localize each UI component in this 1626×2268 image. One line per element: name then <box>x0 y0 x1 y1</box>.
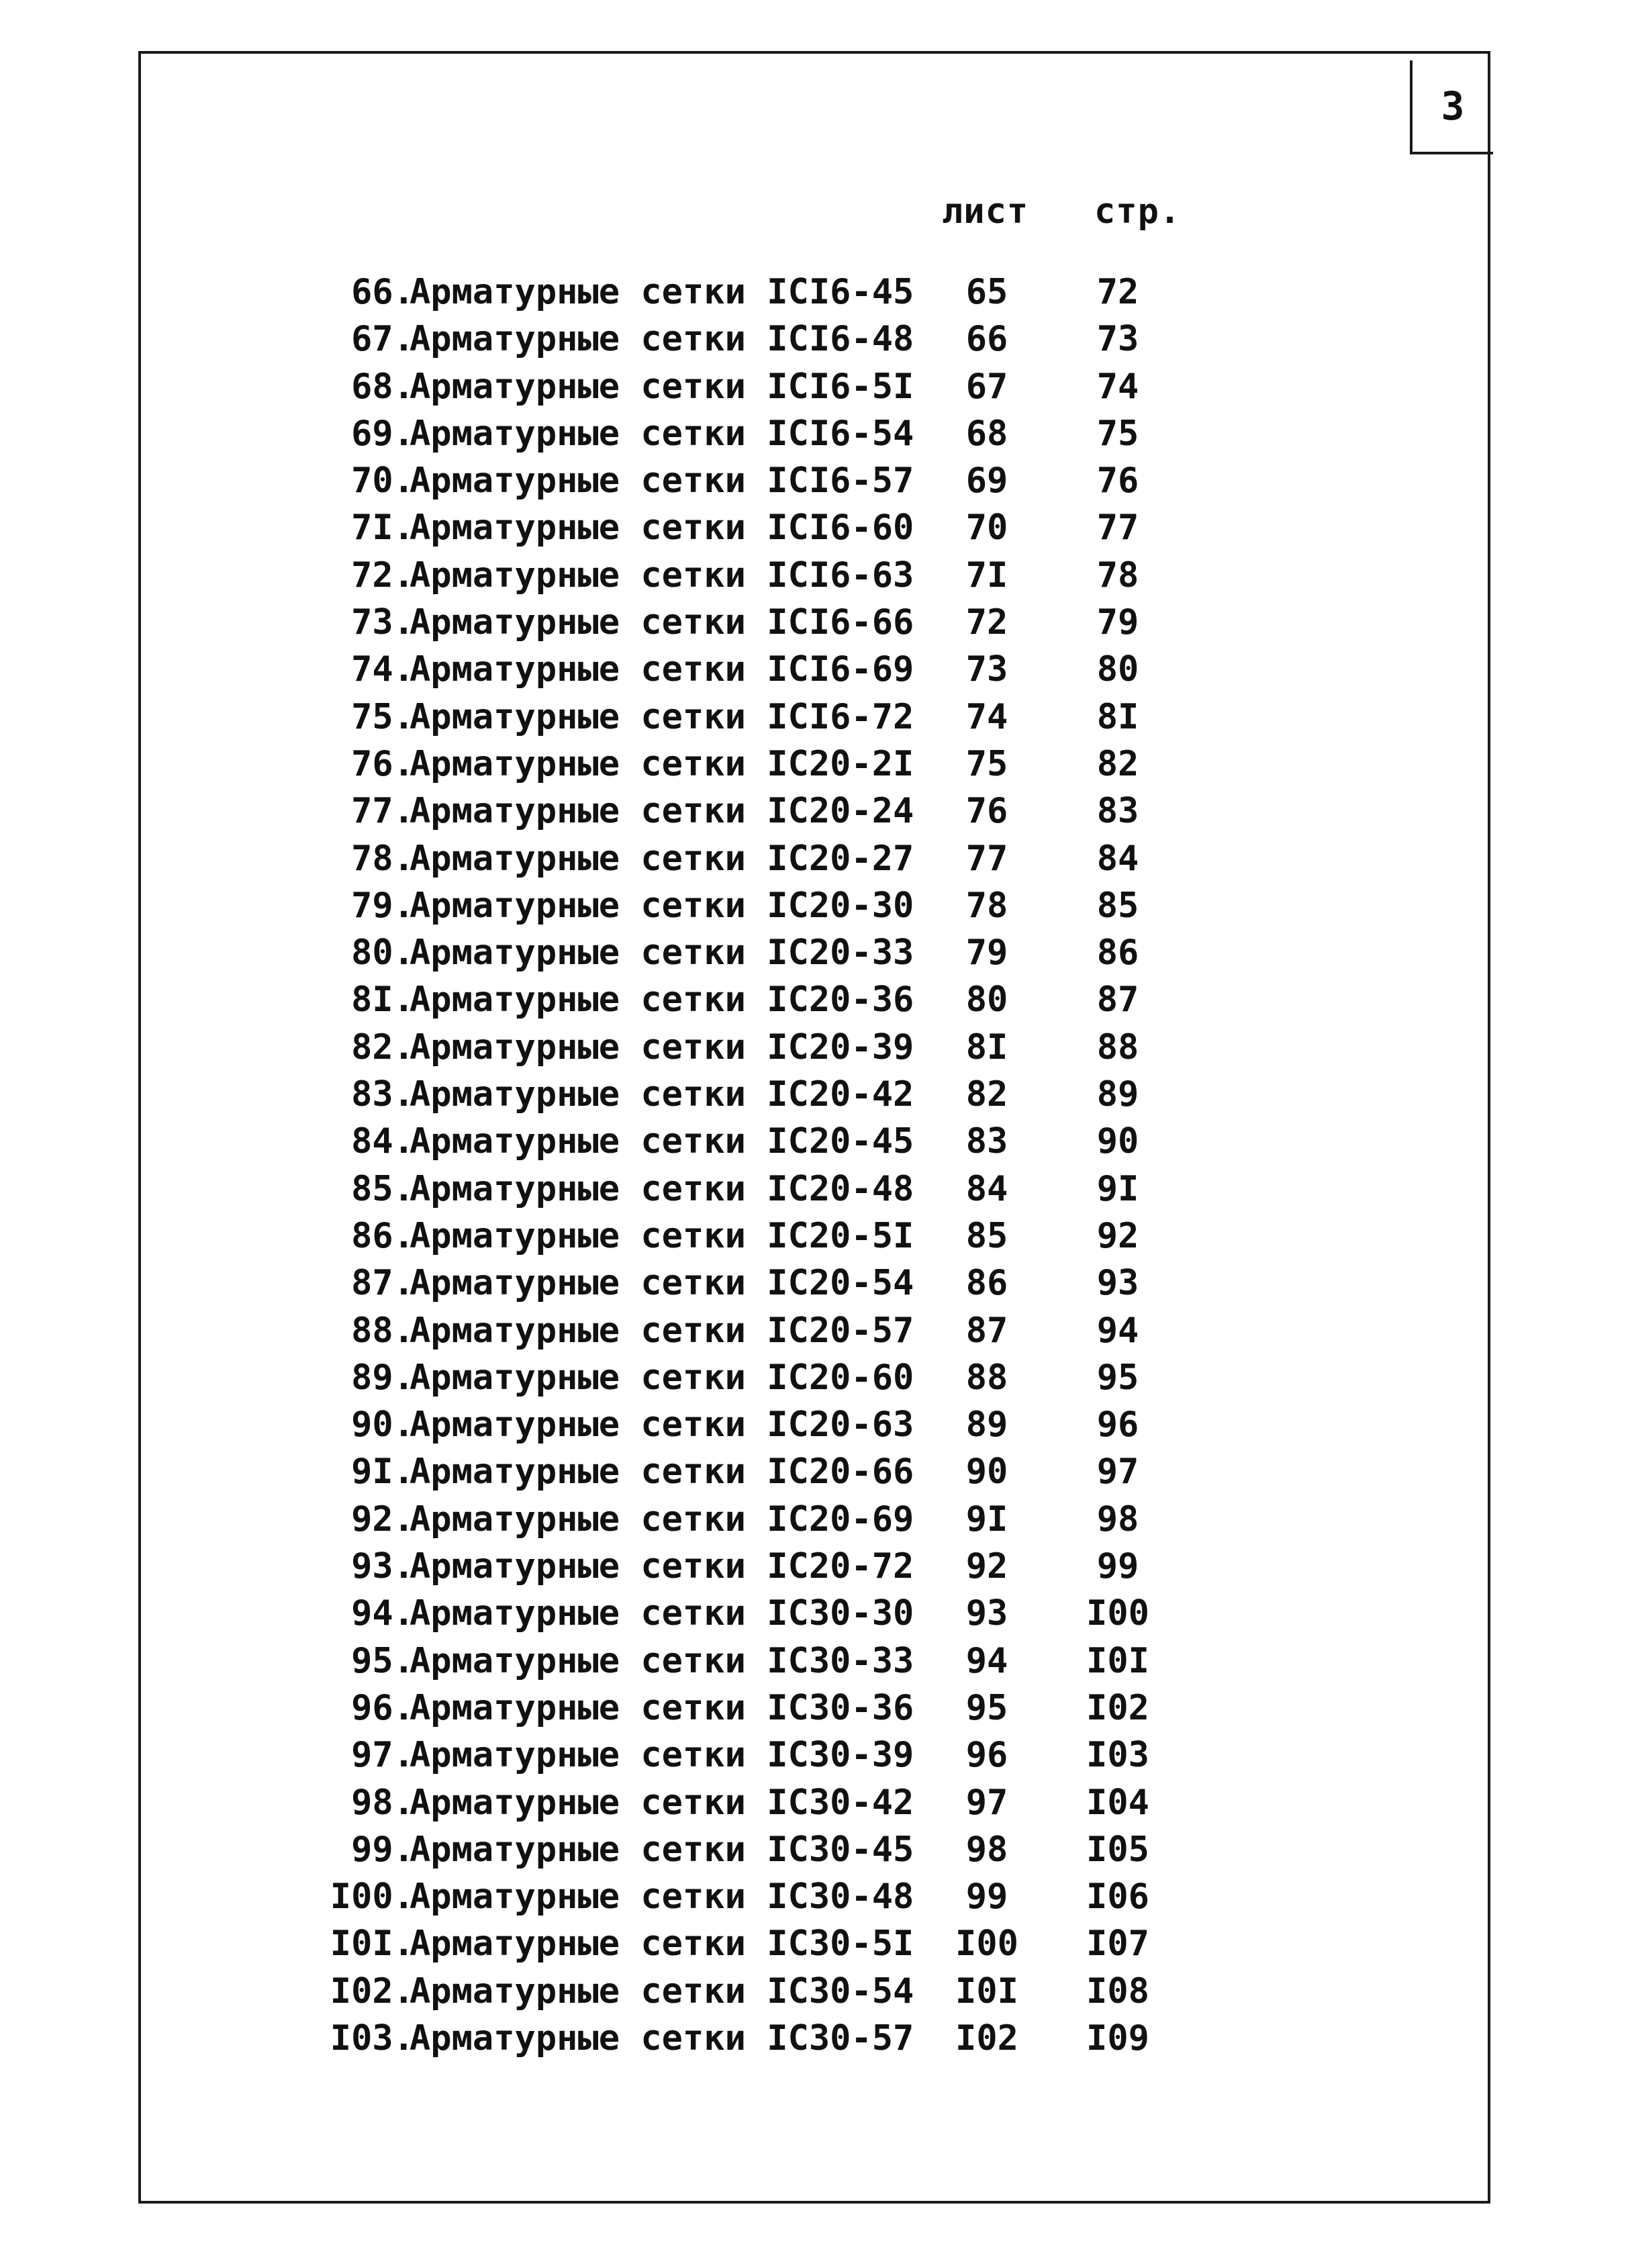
toc-entry <box>0 1826 1626 1873</box>
toc-entry-number: 83. <box>351 1074 414 1115</box>
toc-entry-page: 9I <box>1096 1168 1139 1209</box>
toc-entry <box>0 1213 1626 1260</box>
toc-entry-title: Арматурные сетки IСI6-63 <box>410 555 914 596</box>
toc-entry-title: Арматурные сетки IС20-2I <box>410 743 914 784</box>
toc-entry-page: 87 <box>1096 980 1139 1021</box>
page-number-box <box>1410 60 1493 154</box>
toc-entry-sheet: 92 <box>965 1546 1008 1587</box>
toc-entry <box>0 741 1626 788</box>
toc-entry-sheet: 89 <box>965 1405 1008 1446</box>
toc-entry-sheet: 73 <box>965 649 1008 690</box>
toc-entry-title: Арматурные сетки IСI6-54 <box>410 413 914 454</box>
toc-entry-page: 96 <box>1096 1405 1139 1446</box>
toc-entry <box>0 552 1626 599</box>
toc-entry <box>0 1968 1626 2015</box>
toc-entry-title: Арматурные сетки IС20-30 <box>410 885 914 926</box>
toc-entry-sheet: 69 <box>965 461 1008 502</box>
toc-entry-number: 76. <box>351 743 414 784</box>
toc-entry <box>0 504 1626 551</box>
toc-entry-page: 80 <box>1096 649 1139 690</box>
toc-entry-sheet: 82 <box>965 1074 1008 1115</box>
toc-entry-title: Арматурные сетки IС30-42 <box>410 1782 914 1823</box>
toc-entry-number: 94. <box>351 1593 414 1634</box>
toc-entry-number: 90. <box>351 1405 414 1446</box>
page-number: 3 <box>1441 83 1465 129</box>
toc-entry-page: 95 <box>1096 1357 1139 1398</box>
toc-entry-page: 89 <box>1096 1074 1139 1115</box>
toc-entry <box>0 1920 1626 1967</box>
toc-entry-sheet: 83 <box>965 1121 1008 1162</box>
toc-entry-page: 76 <box>1096 461 1139 502</box>
toc-entry-title: Арматурные сетки IС20-48 <box>410 1168 914 1209</box>
toc-entry-sheet: 99 <box>965 1877 1008 1918</box>
toc-entry <box>0 1024 1626 1071</box>
toc-entry-number: 69. <box>351 413 414 454</box>
toc-entry-title: Арматурные сетки IС30-54 <box>410 1971 914 2012</box>
toc-entry-sheet: 77 <box>965 838 1008 879</box>
toc-entry-sheet: 94 <box>965 1640 1008 1681</box>
toc-entry-title: Арматурные сетки IС20-5I <box>410 1215 914 1256</box>
toc-entry <box>0 316 1626 363</box>
toc-entry-page: 86 <box>1096 933 1139 974</box>
toc-entry-page: I0I <box>1086 1640 1149 1681</box>
toc-entry-page: I07 <box>1086 1924 1149 1965</box>
toc-entry-sheet: 98 <box>965 1829 1008 1870</box>
toc-entry-page: 8I <box>1096 696 1139 737</box>
toc-entry-sheet: 78 <box>965 885 1008 926</box>
toc-entry <box>0 1685 1626 1732</box>
toc-entry-page: 98 <box>1096 1499 1139 1540</box>
toc-entry-number: 8I. <box>351 980 414 1021</box>
toc-entry-title: Арматурные сетки IС20-66 <box>410 1452 914 1493</box>
toc-entry-number: 96. <box>351 1687 414 1728</box>
toc-entry-title: Арматурные сетки IС20-27 <box>410 838 914 879</box>
toc-entry <box>0 1166 1626 1213</box>
toc-entry-title: Арматурные сетки IСI6-48 <box>410 319 914 360</box>
toc-entry-page: 94 <box>1096 1310 1139 1351</box>
toc-entry-number: 87. <box>351 1263 414 1304</box>
toc-entry-title: Арматурные сетки IС20-39 <box>410 1027 914 1068</box>
toc-entry-page: 83 <box>1096 791 1139 832</box>
toc-entry <box>0 457 1626 504</box>
toc-entry-title: Арматурные сетки IСI6-69 <box>410 649 914 690</box>
toc-entry-page: 77 <box>1096 508 1139 549</box>
toc-entry-sheet: 75 <box>965 743 1008 784</box>
toc-entry-sheet: 95 <box>965 1687 1008 1728</box>
toc-entry-page: 97 <box>1096 1452 1139 1493</box>
toc-entry-number: 84. <box>351 1121 414 1162</box>
toc-entry-title: Арматурные сетки IС20-57 <box>410 1310 914 1351</box>
toc-entry-number: 7I. <box>351 508 414 549</box>
toc-entry-number: 77. <box>351 791 414 832</box>
toc-entry-page: 84 <box>1096 838 1139 879</box>
toc-entry-title: Арматурные сетки IС30-30 <box>410 1593 914 1634</box>
toc-entry <box>0 1354 1626 1401</box>
toc-entry-number: I00. <box>330 1877 414 1918</box>
toc-entry-page: 93 <box>1096 1263 1139 1304</box>
toc-entry-sheet: 8I <box>965 1027 1008 1068</box>
toc-entry-page: I05 <box>1086 1829 1149 1870</box>
toc-entry-page: I08 <box>1086 1971 1149 2012</box>
toc-entry-title: Арматурные сетки IС20-36 <box>410 980 914 1021</box>
toc-entry-sheet: 74 <box>965 696 1008 737</box>
toc-entry-number: 82. <box>351 1027 414 1068</box>
toc-entry-number: 80. <box>351 933 414 974</box>
toc-entry-title: Арматурные сетки IС20-42 <box>410 1074 914 1115</box>
toc-entry-sheet: 68 <box>965 413 1008 454</box>
toc-entry <box>0 694 1626 741</box>
toc-entry-sheet: 96 <box>965 1735 1008 1776</box>
toc-entry-title: Арматурные сетки IСI6-57 <box>410 461 914 502</box>
toc-entry-number: 68. <box>351 366 414 407</box>
toc-entry-sheet: 72 <box>965 602 1008 643</box>
toc-entry-title: Арматурные сетки IС20-24 <box>410 791 914 832</box>
toc-entry-sheet: 88 <box>965 1357 1008 1398</box>
toc-entry <box>0 646 1626 693</box>
toc-entry-number: 70. <box>351 461 414 502</box>
toc-entry-sheet: I02 <box>955 2018 1018 2059</box>
toc-entry-sheet: 90 <box>965 1452 1008 1493</box>
toc-entry-title: Арматурные сетки IС30-57 <box>410 2018 914 2059</box>
toc-entry <box>0 599 1626 646</box>
toc-entry-title: Арматурные сетки IС20-72 <box>410 1546 914 1587</box>
toc-entry-page: 75 <box>1096 413 1139 454</box>
toc-entry-sheet: 65 <box>965 272 1008 312</box>
toc-entry-sheet: 70 <box>965 508 1008 549</box>
toc-entry-page: 82 <box>1096 743 1139 784</box>
toc-entry-page: 73 <box>1096 319 1139 360</box>
toc-entry-number: 73. <box>351 602 414 643</box>
toc-entry-number: 99. <box>351 1829 414 1870</box>
toc-entry-number: 9I. <box>351 1452 414 1493</box>
toc-entry-number: 85. <box>351 1168 414 1209</box>
toc-entry-page: 85 <box>1096 885 1139 926</box>
toc-entry-title: Арматурные сетки IС20-33 <box>410 933 914 974</box>
toc-entry-sheet: 7I <box>965 555 1008 596</box>
toc-entry <box>0 1732 1626 1779</box>
toc-entry-sheet: 93 <box>965 1593 1008 1634</box>
toc-entry-number: 72. <box>351 555 414 596</box>
toc-entry <box>0 882 1626 929</box>
toc-entry-sheet: 76 <box>965 791 1008 832</box>
toc-entry <box>0 1590 1626 1637</box>
toc-entry-title: Арматурные сетки IС30-5I <box>410 1924 914 1965</box>
toc-entry-page: I04 <box>1086 1782 1149 1823</box>
toc-entry-number: 93. <box>351 1546 414 1587</box>
toc-entry-title: Арматурные сетки IСI6-45 <box>410 272 914 312</box>
toc-entry-sheet: 67 <box>965 366 1008 407</box>
toc-entry-title: Арматурные сетки IСI6-72 <box>410 696 914 737</box>
toc-entry-title: Арматурные сетки IС20-54 <box>410 1263 914 1304</box>
toc-entry-page: I06 <box>1086 1877 1149 1918</box>
toc-entry-page: 72 <box>1096 272 1139 312</box>
column-header-sheet: лист <box>942 191 1029 232</box>
toc-entry-page: 88 <box>1096 1027 1139 1068</box>
toc-entry <box>0 269 1626 316</box>
toc-entry-sheet: 86 <box>965 1263 1008 1304</box>
toc-entry <box>0 1779 1626 1826</box>
toc-entry-page: 99 <box>1096 1546 1139 1587</box>
toc-entry <box>0 1448 1626 1495</box>
table-of-contents <box>0 269 1626 2062</box>
toc-entry-number: 78. <box>351 838 414 879</box>
toc-entry-number: 88. <box>351 1310 414 1351</box>
toc-entry-number: I02. <box>330 1971 414 2012</box>
toc-entry <box>0 788 1626 835</box>
toc-entry-title: Арматурные сетки IС30-48 <box>410 1877 914 1918</box>
toc-entry <box>0 1401 1626 1448</box>
toc-entry <box>0 1543 1626 1590</box>
toc-entry-number: I0I. <box>330 1924 414 1965</box>
column-header-page: стр. <box>1094 191 1182 232</box>
toc-entry <box>0 1307 1626 1354</box>
toc-entry-number: 98. <box>351 1782 414 1823</box>
toc-entry-number: 86. <box>351 1215 414 1256</box>
toc-entry <box>0 1260 1626 1307</box>
toc-entry-title: Арматурные сетки IС20-45 <box>410 1121 914 1162</box>
toc-entry-number: 74. <box>351 649 414 690</box>
toc-entry-sheet: I0I <box>955 1971 1018 2012</box>
toc-entry-page: I03 <box>1086 1735 1149 1776</box>
toc-entry <box>0 2015 1626 2062</box>
toc-entry <box>0 410 1626 457</box>
toc-entry <box>0 976 1626 1023</box>
toc-entry <box>0 1071 1626 1118</box>
toc-entry-title: Арматурные сетки IС30-45 <box>410 1829 914 1870</box>
toc-entry <box>0 363 1626 410</box>
toc-entry-number: 92. <box>351 1499 414 1540</box>
toc-entry-sheet: 87 <box>965 1310 1008 1351</box>
toc-entry <box>0 1873 1626 1920</box>
toc-entry-title: Арматурные сетки IС30-36 <box>410 1687 914 1728</box>
toc-entry <box>0 929 1626 976</box>
toc-entry-sheet: 9I <box>965 1499 1008 1540</box>
toc-entry-page: 78 <box>1096 555 1139 596</box>
toc-entry-sheet: 66 <box>965 319 1008 360</box>
toc-entry-number: 75. <box>351 696 414 737</box>
toc-entry-sheet: 80 <box>965 980 1008 1021</box>
toc-entry-number: I03. <box>330 2018 414 2059</box>
toc-entry-page: I02 <box>1086 1687 1149 1728</box>
toc-entry-page: I00 <box>1086 1593 1149 1634</box>
toc-entry-sheet: 85 <box>965 1215 1008 1256</box>
toc-entry-sheet: 79 <box>965 933 1008 974</box>
toc-entry-number: 97. <box>351 1735 414 1776</box>
toc-entry-title: Арматурные сетки IС30-39 <box>410 1735 914 1776</box>
toc-entry-title: Арматурные сетки IС20-69 <box>410 1499 914 1540</box>
toc-entry-number: 95. <box>351 1640 414 1681</box>
toc-entry-page: 74 <box>1096 366 1139 407</box>
toc-entry-title: Арматурные сетки IС30-33 <box>410 1640 914 1681</box>
toc-entry-title: Арматурные сетки IС20-60 <box>410 1357 914 1398</box>
toc-entry-number: 79. <box>351 885 414 926</box>
toc-entry-number: 67. <box>351 319 414 360</box>
toc-entry-page: 90 <box>1096 1121 1139 1162</box>
toc-entry-title: Арматурные сетки IСI6-60 <box>410 508 914 549</box>
toc-entry-number: 89. <box>351 1357 414 1398</box>
toc-entry-sheet: I00 <box>955 1924 1018 1965</box>
toc-entry-page: I09 <box>1086 2018 1149 2059</box>
toc-entry-title: Арматурные сетки IС20-63 <box>410 1405 914 1446</box>
toc-entry <box>0 1118 1626 1165</box>
toc-entry-page: 92 <box>1096 1215 1139 1256</box>
toc-entry-page: 79 <box>1096 602 1139 643</box>
toc-entry-sheet: 84 <box>965 1168 1008 1209</box>
toc-entry <box>0 835 1626 882</box>
toc-entry <box>0 1638 1626 1685</box>
toc-entry-title: Арматурные сетки IСI6-5I <box>410 366 914 407</box>
toc-entry <box>0 1496 1626 1543</box>
toc-entry-number: 66. <box>351 272 414 312</box>
toc-entry-title: Арматурные сетки IСI6-66 <box>410 602 914 643</box>
toc-entry-sheet: 97 <box>965 1782 1008 1823</box>
